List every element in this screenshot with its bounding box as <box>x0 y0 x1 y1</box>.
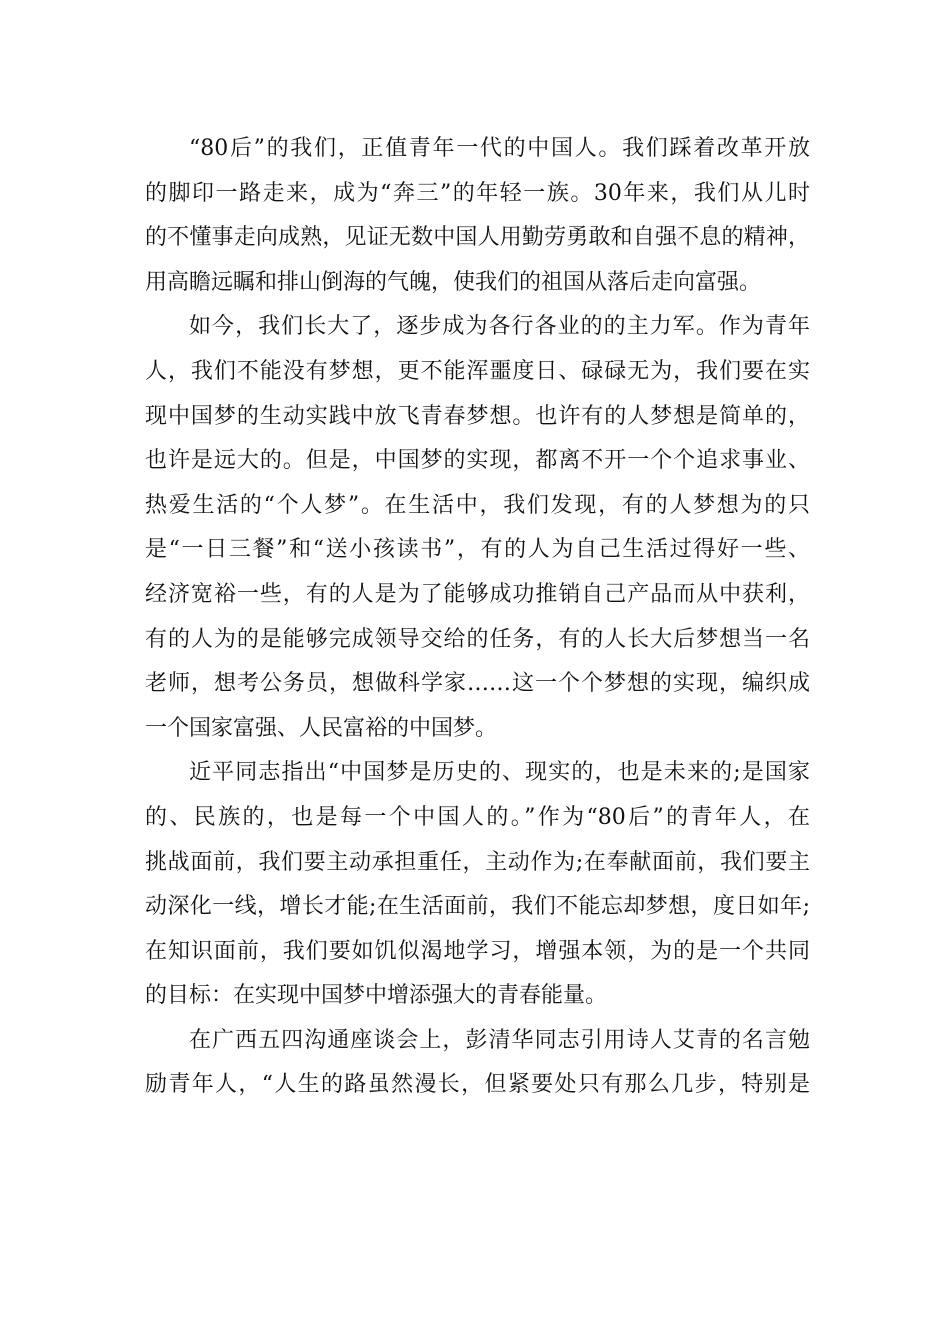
text-line: 的脚印一路走来，成为“奔三”的年轻一族。30年来，我们从儿时 <box>145 180 810 206</box>
text-line: 一个国家富强、人民富裕的中国梦。 <box>145 715 498 741</box>
text-line: 是“一日三餐”和“送小孩读书”，有的人为自己生活过得好一些、 <box>145 537 810 563</box>
paragraph-2 <box>145 305 810 751</box>
text-line: 热爱生活的“个人梦”。在生活中，我们发现，有的人梦想为的只 <box>145 492 810 518</box>
text-line: 用高瞻远瞩和排山倒海的气魄，使我们的祖国从落后走向富强。 <box>145 269 762 295</box>
text-line: 励青年人，“人生的路虽然漫长，但紧要处只有那么几步，特别是 <box>145 1072 810 1098</box>
text-line: 经济宽裕一些，有的人是为了能够成功推销自己产品而从中获利， <box>145 581 810 607</box>
paragraph-4 <box>145 1019 810 1108</box>
text-line: 有的人为的是能够完成领导交给的任务，有的人长大后梦想当一名 <box>145 626 810 652</box>
paragraph-1 <box>145 127 810 305</box>
text-line: 近平同志指出“中国梦是历史的、现实的，也是未来的;是国家 <box>189 760 810 786</box>
text-line: 的不懂事走向成熟，见证无数中国人用勤劳勇敢和自强不息的精神， <box>145 225 810 251</box>
text-line: “80后”的我们，正值青年一代的中国人。我们踩着改革开放 <box>189 136 810 161</box>
text-line: 人，我们不能没有梦想，更不能浑噩度日、碌碌无为，我们要在实 <box>145 358 810 384</box>
text-line: 现中国梦的生动实践中放飞青春梦想。也许有的人梦想是简单的， <box>145 403 810 429</box>
document-body <box>145 127 810 1108</box>
text-line: 也许是远大的。但是，中国梦的实现，都离不开一个个追求事业、 <box>145 448 810 474</box>
text-line: 动深化一线，增长才能;在生活面前，我们不能忘却梦想，度日如年; <box>145 894 810 920</box>
text-line: 的、民族的，也是每一个中国人的。”作为“80后”的青年人，在 <box>145 804 810 830</box>
text-line: 的目标：在实现中国梦中增添强大的青春能量。 <box>145 983 608 1009</box>
text-line: 在知识面前，我们要如饥似渴地学习，增强本领，为的是一个共同 <box>145 938 810 964</box>
text-line: 在广西五四沟通座谈会上，彭清华同志引用诗人艾青的名言勉 <box>189 1027 810 1053</box>
paragraph-3 <box>145 751 810 1019</box>
text-line: 老师，想考公务员，想做科学家……这一个个梦想的实现，编织成 <box>145 671 810 697</box>
text-line: 挑战面前，我们要主动承担重任，主动作为;在奉献面前，我们要主 <box>145 849 810 875</box>
text-line: 如今，我们长大了，逐步成为各行各业的的主力军。作为青年 <box>189 314 810 340</box>
